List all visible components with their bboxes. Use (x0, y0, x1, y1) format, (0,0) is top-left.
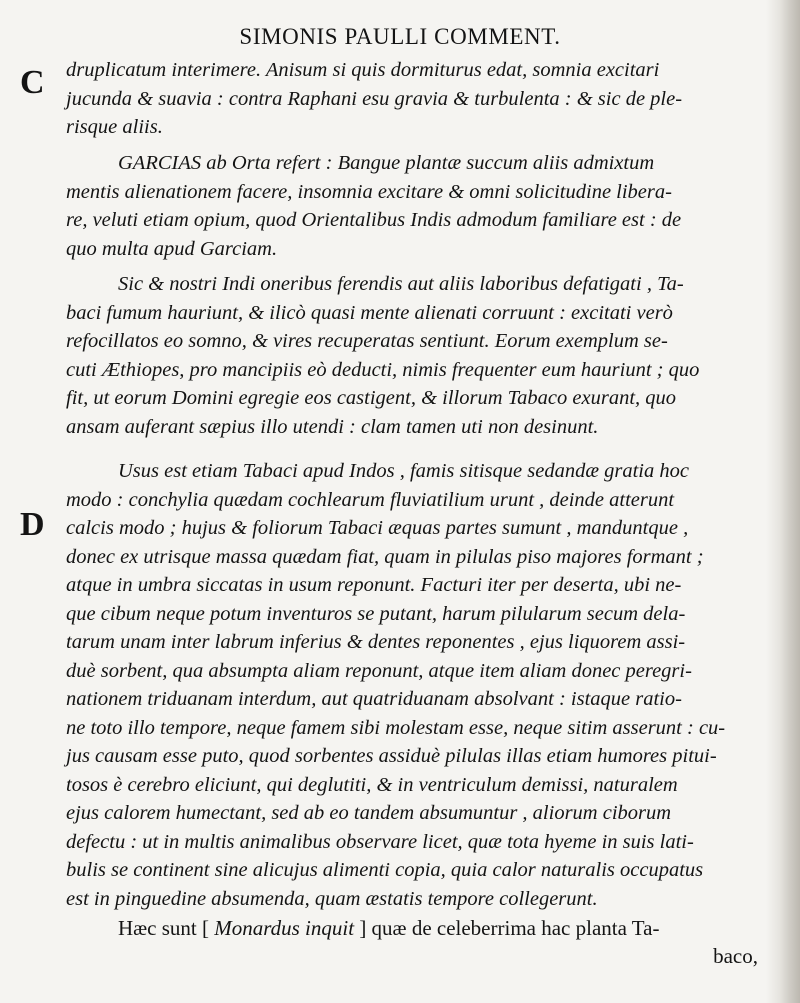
margin-letter-c: C (20, 64, 45, 101)
text-line: re, veluti etiam opium, quod Orientalibus Indis admodum familiare est : de (66, 209, 682, 231)
text-line: modo : conchylia quædam cochlearum fluviatilium urunt , deinde atterunt (66, 488, 675, 511)
closing-line (118, 914, 758, 942)
text-line: donec ex utrisque massa quædam fiat, quam in pilulas piso majores formant ; (66, 545, 704, 568)
text-line: ansam auferant sæpius illo utendi : clam tamen uti non desinunt. (66, 415, 599, 438)
paragraph-4 (66, 457, 756, 913)
running-head: SIMONIS PAULLI COMMENT. (239, 24, 561, 49)
text-line: nationem triduanam interdum, aut quatriduanam absolvant : istaque ratio- (66, 688, 682, 710)
text-line: Sic & nostri Indi oneribus ferendis aut aliis laboribus defatigati , Ta- (118, 273, 684, 295)
text-line: est in pinguedine absumenda, quam æstatis tempore collegerunt. (66, 887, 598, 910)
closing-text-after: ] quæ de celeberrima hac planta Ta- (354, 916, 660, 940)
text-line: atque in umbra siccatas in usum reponunt. Facturi iter per deserta, ubi ne- (66, 574, 682, 596)
text-line: druplicatum interimere. Anisum si quis dormiturus edat, somnia excitari (66, 59, 660, 81)
text-line: Usus est etiam Tabaci apud Indos , famis sitisque sedandæ gratia hoc (118, 460, 689, 482)
closing-text-before: Hæc sunt [ (118, 916, 215, 940)
paragraph-3 (66, 270, 756, 441)
text-line: fit, ut eorum Domini egregie eos castigent, & illorum Tabaco exurant, quo (66, 387, 677, 409)
text-line: ne toto illo tempore, neque famem sibi molestam esse, neque sitim asserunt : cu- (66, 716, 726, 739)
text-line: jus causam esse puto, quod sorbentes assiduè pilulas illas etiam humores pitui- (66, 745, 717, 767)
text-line: que cibum neque potum inventuros se putant, harum pilularum secum dela- (66, 602, 686, 625)
text-line: cuti Æthiopes, pro mancipiis eò deducti, nimis frequenter eum hauriunt ; quo (66, 358, 700, 381)
text-line: bulis se continent sine alicujus alimenti copia, quia calor naturalis occupatus (66, 859, 704, 881)
text-line: risque aliis. (66, 116, 163, 138)
page-edge-shadow (766, 0, 800, 1003)
text-line: jucunda & suavia : contra Raphani esu gravia & turbulenta : & sic de ple- (66, 87, 683, 110)
text-line: tarum unam inter labrum inferius & dentes reponentes , ejus liquorem assi- (66, 631, 686, 653)
text-line: mentis alienationem facere, insomnia excitare & omni solicitudine libera- (66, 180, 672, 203)
text-line: duè sorbent, qua absumpta aliam reponunt, atque item aliam donec peregri- (66, 659, 692, 682)
text-line: defectu : ut in multis animalibus observare licet, quæ tota hyeme in suis lati- (66, 830, 694, 853)
text-line: baci fumum hauriunt, & ilicò quasi mente alienati corruunt : excitati verò (66, 301, 673, 324)
closing-text-italic: Monardus inquit (214, 916, 355, 940)
closing-paragraph (118, 914, 758, 970)
text-line: quo multa apud Garciam. (66, 237, 278, 260)
paragraph-2 (66, 149, 756, 263)
text-line: refocillatos eo somno, & vires recuperatas sentiunt. Eorum exemplum se- (66, 330, 668, 352)
text-line: calcis modo ; hujus & foliorum Tabaci æquas partes sumunt , manduntque , (66, 517, 689, 539)
catchword: baco, (713, 944, 758, 968)
margin-letter-d: D (20, 506, 45, 543)
text-line: tosos è cerebro eliciunt, qui deglutiti, & in ventriculum demissi, naturalem (66, 773, 678, 796)
text-line: GARCIAS ab Orta refert : Bangue plantæ succum aliis admixtum (118, 152, 655, 174)
paragraph-1 (66, 56, 756, 142)
text-line: ejus calorem humectant, sed ab eo tandem absumuntur , aliorum ciborum (66, 802, 672, 824)
